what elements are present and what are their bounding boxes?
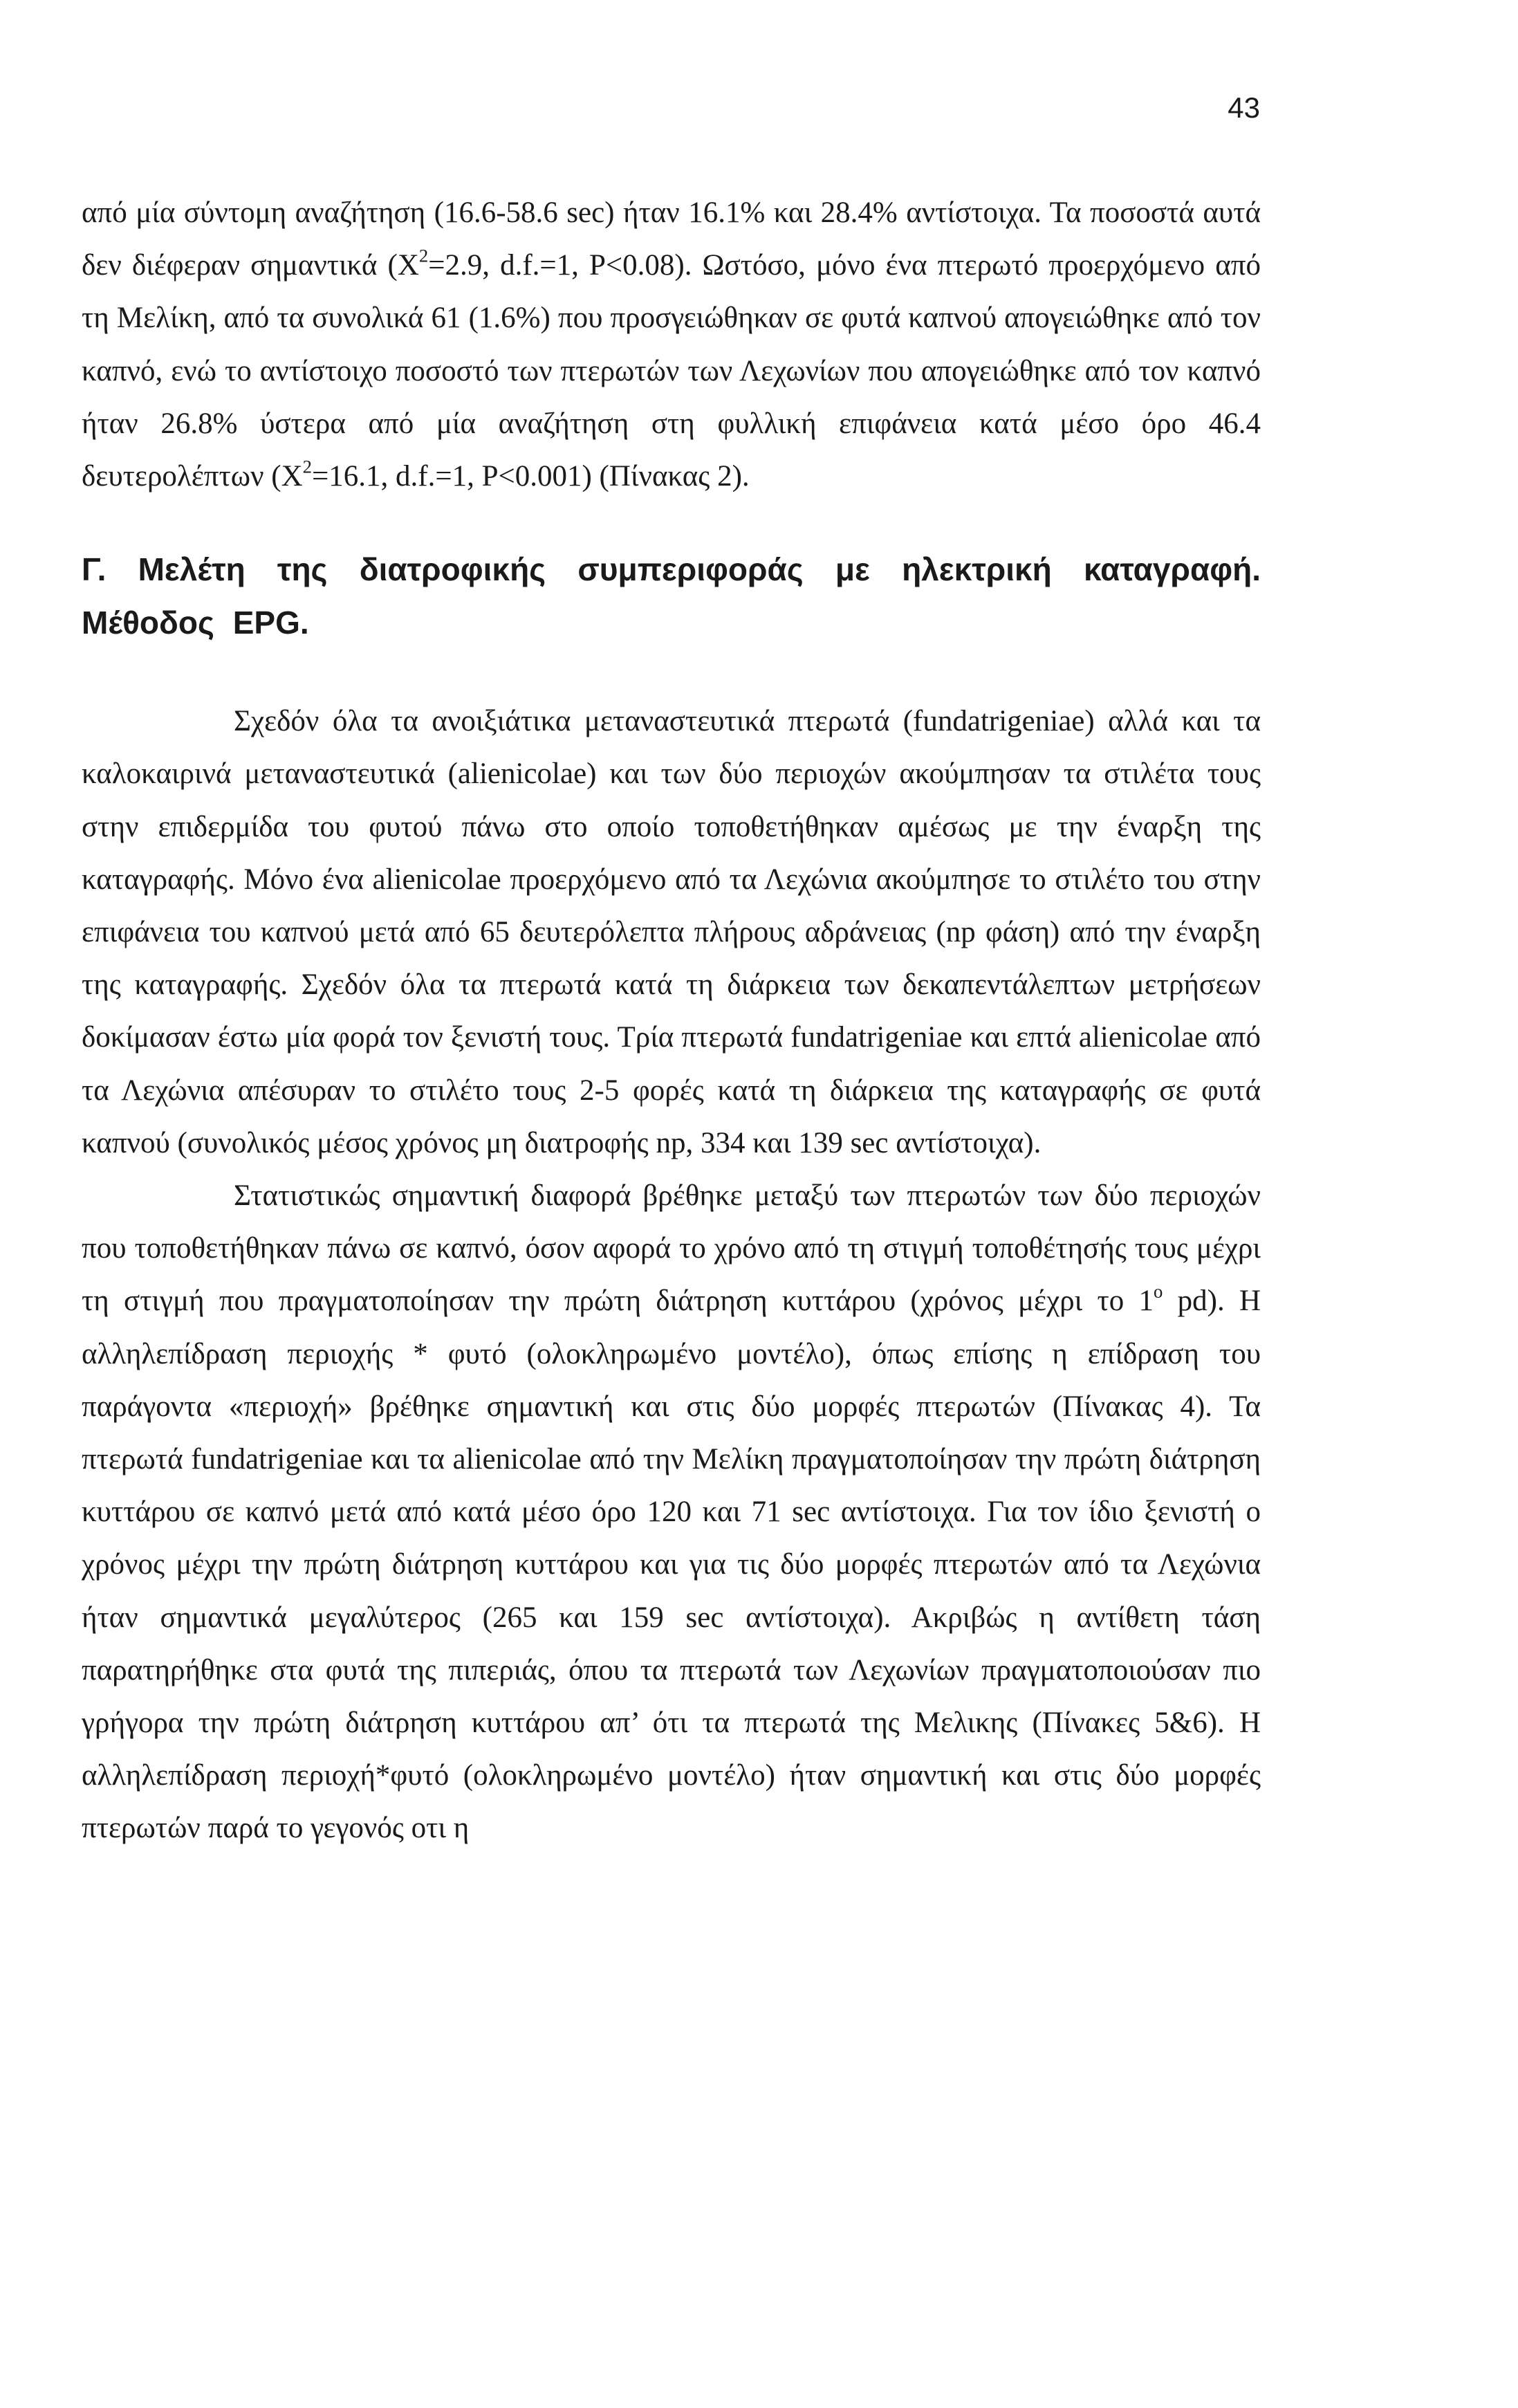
superscript-chi-square-2: 2 <box>302 456 312 477</box>
paragraph-2: Σχεδόν όλα τα ανοιξιάτικα μεταναστευτικά πτερωτά (fundatrigeniae) αλλά και τα καλοκαιρινά μεταναστευτικά (alienicolae) και των δύο περιοχών ακούμπησαν τα στιλέτα τους στην επιδερμίδα του φυτού πάνω στο οποίο τοποθετήθηκαν αμέσως με την έναρξη της καταγραφής. Μόνο ένα alienicolae προερχόμενο από τα Λεχώνια ακούμπησε το στιλέτο του στην επιφάνεια του καπνού μετά από 65 δευτερόλεπτα πλήρους αδράνειας (np φάση) από την έναρξη της καταγραφής. Σχεδόν όλα τα πτερωτά κατά τη διάρκεια των δεκαπεντάλεπτων μετρήσεων δοκίμασαν έστω μία φορά τον ξενιστή τους. Τρία πτερωτά fundatrigeniae και επτά alienicolae από τα Λεχώνια απέσυραν το στιλέτο τους 2-5 φορές κατά τη διάρκεια της καταγραφής σε φυτά καπνού (συνολικός μέσος χρόνος μη διατροφής np, 334 και 139 sec αντίστοιχα). <box>82 705 1261 1159</box>
paragraph-1-text-a: από μία σύντομη αναζήτηση (16.6-58.6 sec) ήταν 16.1% και 28.4% αντίστοιχα. Τα ποσοστά αυτά δεν διέφεραν σημαντικά (Χ <box>82 196 1261 282</box>
page-number: 43 <box>1228 91 1260 124</box>
paragraph-3 <box>82 1170 1261 1855</box>
paragraph-1 <box>82 187 1261 503</box>
paragraph-3-text-a: Στατιστικώς σημαντική διαφορά βρέθηκε μεταξύ των πτερωτών των δύο περιοχών που τοποθετήθηκαν πάνω σε καπνό, όσον αφορά το χρόνο από τη στιγμή τοποθέτησής τους μέχρι τη στιγμή που πραγματοποίησαν την πρώτη διάτρηση κυττάρου (χρόνος μέχρι το 1 <box>82 1179 1261 1318</box>
paragraph-3-text-b: pd). Η αλληλεπίδραση περιοχής * φυτό (ολοκληρωμένο μοντέλο), όπως επίσης η επίδραση του παράγοντα «περιοχή» βρέθηκε σημαντική και στις δύο μορφές πτερωτών (Πίνακας 4). Τα πτερωτά fundatrigeniae και τα alienicolae από την Μελίκη πραγματοποίησαν την πρώτη διάτρηση κυττάρου σε καπνό μετά από κατά μέσο όρο 120 και 71 sec αντίστοιχα. Για τον ίδιο ξενιστή ο χρόνος μέχρι την πρώτη διάτρηση κυττάρου και για τις δύο μορφές πτερωτών από τα Λεχώνια ήταν σημαντικά μεγαλύτερος (265 και 159 sec αντίστοιχα). Ακριβώς η αντίθετη τάση παρατηρήθηκε στα φυτά της πιπεριάς, όπου τα πτερωτά των Λεχωνίων πραγματοποιούσαν πιο γρήγορα την πρώτη διάτρηση κυττάρου απ’ ότι τα πτερωτά της Μελικης (Πίνακες 5&6). Η αλληλεπίδραση περιοχή*φυτό (ολοκληρωμένο μοντέλο) ήταν σημαντική και στις δύο μορφές πτερωτών παρά το γεγονός οτι η <box>82 1285 1261 1845</box>
section-heading: Γ. Μελέτη της διατροφικής συμπεριφοράς με ηλεκτρική καταγραφή. Μέθοδος EPG. <box>82 551 1261 641</box>
superscript-chi-square-1: 2 <box>418 245 429 266</box>
paragraph-1-text-c: =16.1, d.f.=1, P<0.001) (Πίνακας 2). <box>312 460 750 493</box>
paragraph-1-text-b: =2.9, d.f.=1, P<0.08). Ωστόσο, μόνο ένα πτερωτό προερχόμενο από τη Μελίκη, από τα συνολικά 61 (1.6%) που προσγειώθηκαν σε φυτά καπνού απογειώθηκε από τον καπνό, ενώ το αντίστοιχο ποσοστό των πτερωτών των Λεχωνίων που απογειώθηκε από τον καπνό ήταν 26.8% ύστερα από μία αναζήτηση στη φυλλική επιφάνεια κατά μέσο όρο 46.4 δευτερολέπτων (Χ <box>82 249 1261 493</box>
superscript-ordinal: ο <box>1154 1280 1163 1302</box>
page-body <box>82 187 1261 1855</box>
